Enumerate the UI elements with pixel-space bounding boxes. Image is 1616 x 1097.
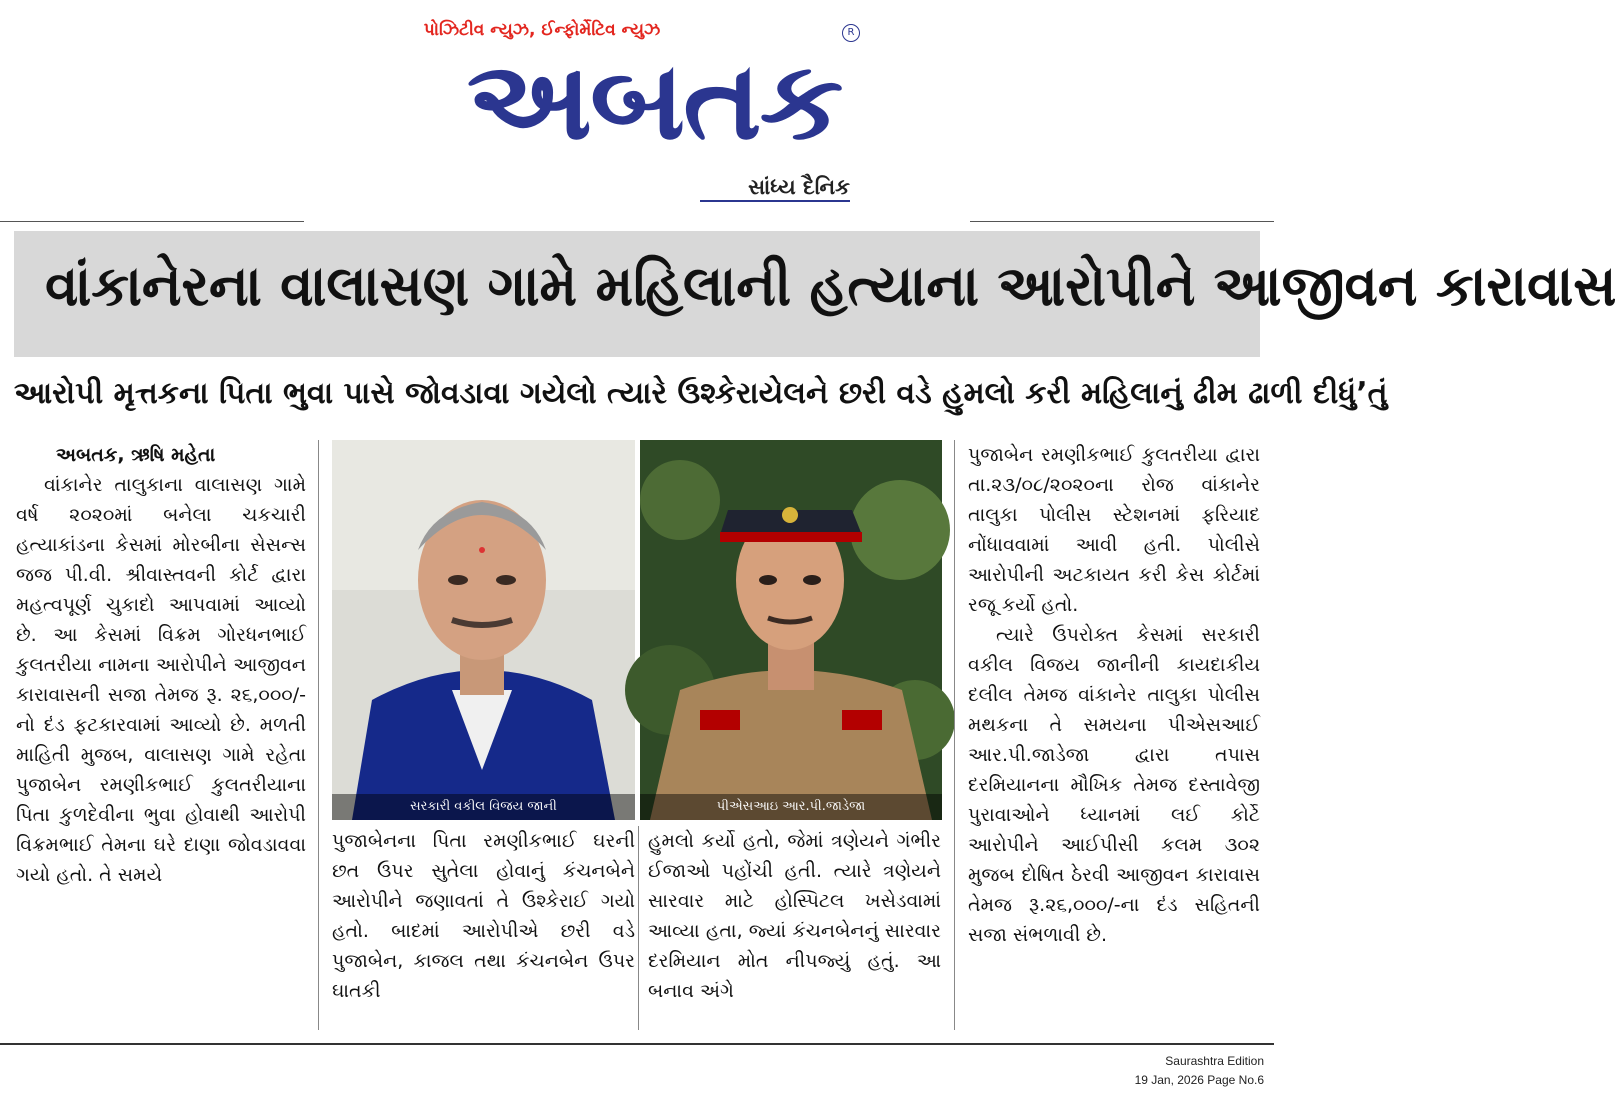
registered-mark-icon: R xyxy=(842,24,860,42)
photo-caption-right: પીએસઆઇ આર.પી.જાડેજા xyxy=(640,794,942,820)
newspaper-logo: અબતક xyxy=(466,39,842,164)
article-column-4 xyxy=(968,440,1260,950)
column-rule xyxy=(318,440,319,1030)
portrait-image xyxy=(640,440,942,820)
portrait-image xyxy=(332,440,635,820)
photo-psi xyxy=(640,440,942,820)
article-col1-text: વાંકાનેર તાલુકાના વાલાસણ ગામે વર્ષ ૨૦૨૦માં બનેલા ચકચારી હત્યાકાંડના કેસમાં મોરબીના સેસન્સ જજ પી.વી. શ્રીવાસ્તવની કોર્ટ દ્વારા મહત્વપૂર્ણ ચુકાદો આપવામાં આવ્યો છે. આ કેસમાં વિક્રમ ગોરધનભાઈ કુલતરીયા નામના આરોપીને આજીવન કારાવાસની સજા તેમજ રૂ. ૨૬,૦૦૦/- નો દંડ ફટકારવામાં આવ્યો છે. મળતી માહિતી મુજબ, વાલાસણ ગામે રહેતા પુજાબેન રમણીકભાઈ કુલતરીયાના પિતા કુળદેવીના ભુવા હોવાથી આરોપી વિક્રમભાઈ તેમના ઘરે દાણા જોવડાવવા ગયો હતો. તે સમયે xyxy=(16,474,306,886)
subtitle-underline xyxy=(700,200,850,202)
masthead-divider-right xyxy=(970,221,1274,222)
photo-caption-left: સરકારી વકીલ વિજય જાની xyxy=(332,794,635,820)
article-headline: વાંકાનેરના વાલાસણ ગામે મહિલાની હત્યાના આરોપીને આજીવન કારાવાસ xyxy=(45,254,1616,319)
article-col2-text: પુજાબેનના પિતા રમણીકભાઈ ઘરની છત ઉપર સુતેલા હોવાનું કંચનબેને આરોપીને જણાવતાં તે ઉશ્કેરાઈ ગયો હતો. બાદમાં આરોપીએ છરી વડે પુજાબેન, કાજલ તથા કંચનબેન ઉપર ઘાતકી xyxy=(332,830,635,1002)
column-rule xyxy=(638,826,639,1030)
footer-divider xyxy=(0,1043,1274,1045)
page-info: 19 Jan, 2026 Page No.6 xyxy=(1134,1073,1264,1087)
masthead-divider-left xyxy=(0,221,304,222)
photo-lawyer xyxy=(332,440,635,820)
masthead-tagline: પોઝિટીવ ન્યુઝ, ઈન્ફોર્મેટિવ ન્યુઝ xyxy=(423,20,661,40)
article-column-2 xyxy=(332,826,635,1006)
article-column-3 xyxy=(648,826,941,1006)
masthead-subtitle: સાંધ્ય દૈનિક xyxy=(748,175,850,199)
article-col4b-text: ત્યારે ઉપરોક્ત કેસમાં સરકારી વકીલ વિજય જાનીની કાયદાકીય દલીલ તેમજ વાંકાનેર તાલુકા પોલીસ મથકના તે સમયના પીએસઆઈ આર.પી.જાડેજા દ્વારા તપાસ દરમિયાનના મૌખિક તેમજ દસ્તાવેજી પુરાવાઓને ધ્યાનમાં લઈ કોર્ટે આરોપીને આઈપીસી કલમ ૩૦૨ મુજબ દોષિત ઠેરવી આજીવન કારાવાસ તેમજ રૂ.૨૬,૦૦૦/-ના દંડ સહિતની સજા સંભળાવી છે. xyxy=(968,624,1260,946)
article-col3-text: હુમલો કર્યો હતો, જેમાં ત્રણેયને ગંભીર ઈજાઓ પહોંચી હતી. ત્યારે ત્રણેયને સારવાર માટે હોસ્પિટલ ખસેડવામાં આવ્યા હતા, જ્યાં કંચનબેનનું સારવાર દરમિયાન મોત નીપજ્યું હતું. આ બનાવ અંગે xyxy=(648,830,941,1002)
article-col4-text: પુજાબેન રમણીકભાઈ કુલતરીયા દ્વારા તા.૨૩/૦૮/૨૦૨૦ના રોજ વાંકાનેર તાલુકા પોલીસ સ્ટેશનમાં ફરિયાદ નોંધાવવામાં આવી હતી. પોલીસે આરોપીની અટકાયત કરી કેસ કોર્ટમાં રજૂ કર્યો હતો. xyxy=(968,444,1260,616)
article-byline: અબતક, ઋષિ મહેતા xyxy=(56,444,216,466)
article-subheadline: આરોપી મૃત્તકના પિતા ભુવા પાસે જોવડાવા ગયેલો ત્યારે ઉશ્કેરાયેલને છરી વડે હુમલો કરી મહિલાનું ઢીમ ઢાળી દીધું’તું xyxy=(14,376,1388,411)
edition-label: Saurashtra Edition xyxy=(1165,1054,1264,1068)
article-column-1 xyxy=(16,440,306,890)
column-rule xyxy=(954,440,955,1030)
